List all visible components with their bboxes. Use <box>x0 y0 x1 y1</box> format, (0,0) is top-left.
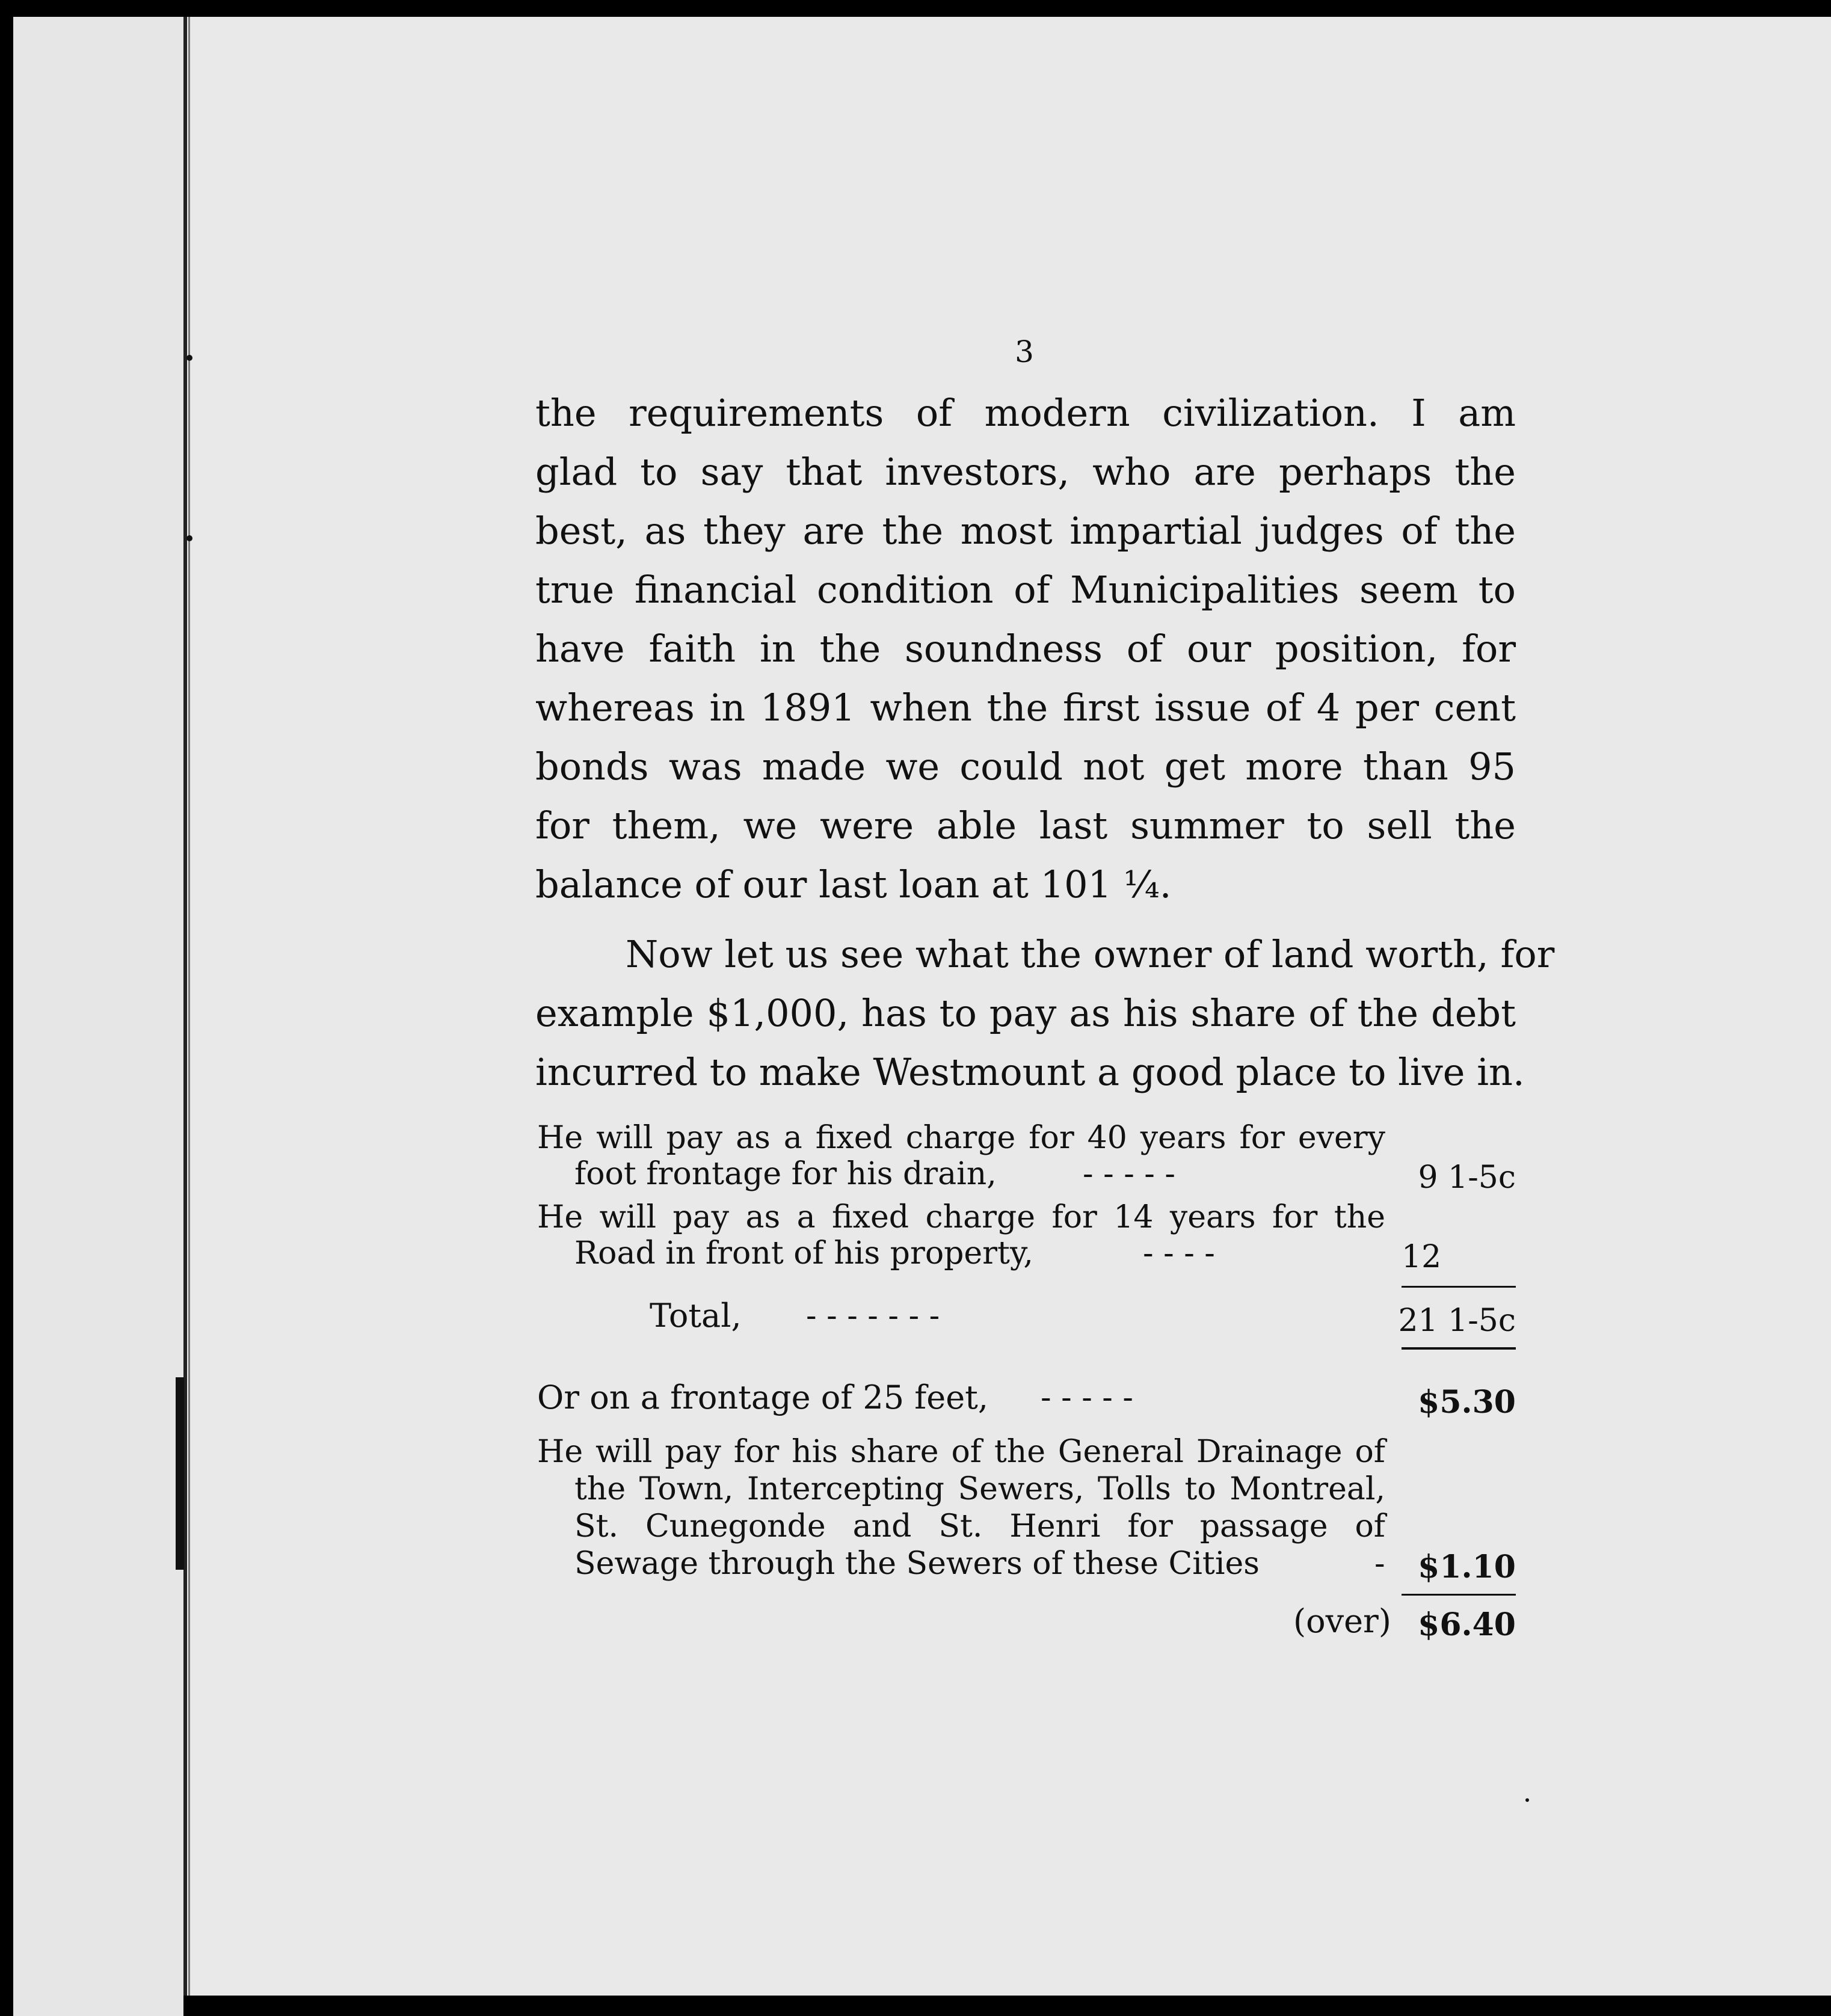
total-label: Total, <box>650 1297 742 1335</box>
sum-rule <box>1402 1286 1516 1288</box>
dot-leader: - - - - - <box>1083 1156 1175 1192</box>
paragraph-line: glad to say that investors, who are perhaps the <box>535 450 1516 494</box>
charge-amount: 12 <box>1402 1239 1442 1275</box>
frontage-amount: $5.30 <box>1418 1384 1516 1421</box>
total-rule <box>1402 1347 1516 1350</box>
grand-total-amount: $6.40 <box>1418 1606 1516 1643</box>
dot-leader: - - - - - - - <box>806 1298 940 1334</box>
dot-leader: - - - - - <box>1041 1380 1133 1416</box>
paragraph-line: for them, we were able last summer to sell the <box>535 804 1516 847</box>
charge-row-text: He will pay as a fixed charge for 40 years for every <box>537 1120 1385 1156</box>
paragraph-line: incurred to make Westmount a good place to live in. <box>535 1050 1525 1094</box>
sum-rule <box>1402 1594 1516 1596</box>
paragraph-line: best, as they are the most impartial judges of the <box>535 509 1516 553</box>
binding-line <box>183 17 187 1996</box>
scan-border-bottom <box>183 1996 1831 2016</box>
charge-row-text: St. Cunegonde and St. Henri for passage of <box>574 1508 1385 1544</box>
paragraph-line: the requirements of modern civilization. I am <box>535 391 1516 435</box>
drainage-amount: $1.10 <box>1418 1549 1516 1585</box>
paragraph-line: true financial condition of Municipalities seem to <box>535 568 1516 612</box>
scan-border-left <box>0 0 13 2016</box>
frontage-label: Or on a frontage of 25 feet, <box>537 1378 989 1416</box>
binding-thread <box>176 1377 184 1570</box>
page-gutter <box>13 17 183 2016</box>
charge-row-text: foot frontage for his drain, <box>574 1156 997 1192</box>
paragraph-line: whereas in 1891 when the first issue of 4 per cent <box>535 686 1516 730</box>
binding-line-shadow <box>188 17 190 1996</box>
dot-leader: - <box>1374 1546 1385 1582</box>
charge-amount: 9 1-5c <box>1418 1160 1516 1196</box>
binding-mark <box>186 535 192 541</box>
binding-mark <box>186 355 192 361</box>
dot-leader: - - - - <box>1143 1235 1215 1271</box>
paragraph-line: have faith in the soundness of our position, for <box>535 627 1516 671</box>
charge-row-text: He will pay for his share of the General Drainage of <box>537 1434 1385 1470</box>
charge-row-text: He will pay as a fixed charge for 14 years for the <box>537 1199 1385 1235</box>
paragraph-line: Now let us see what the owner of land worth, for <box>626 932 1555 976</box>
over-label: (over) <box>1293 1602 1391 1640</box>
charge-row-text: Sewage through the Sewers of these Cities <box>574 1546 1260 1582</box>
paragraph-line: balance of our last loan at 101 ¼. <box>535 862 1172 906</box>
charge-row-text: Road in front of his property, <box>574 1235 1033 1271</box>
scan-border-top <box>0 0 1831 17</box>
total-amount: 21 1-5c <box>1398 1303 1516 1339</box>
paragraph-line: bonds was made we could not get more than 95 <box>535 745 1516 788</box>
page-number: 3 <box>1015 334 1034 369</box>
paragraph-line: example $1,000, has to pay as his share of the debt <box>535 991 1516 1035</box>
speck <box>1525 1798 1529 1802</box>
charge-row-text: the Town, Intercepting Sewers, Tolls to Montreal, <box>574 1471 1385 1507</box>
